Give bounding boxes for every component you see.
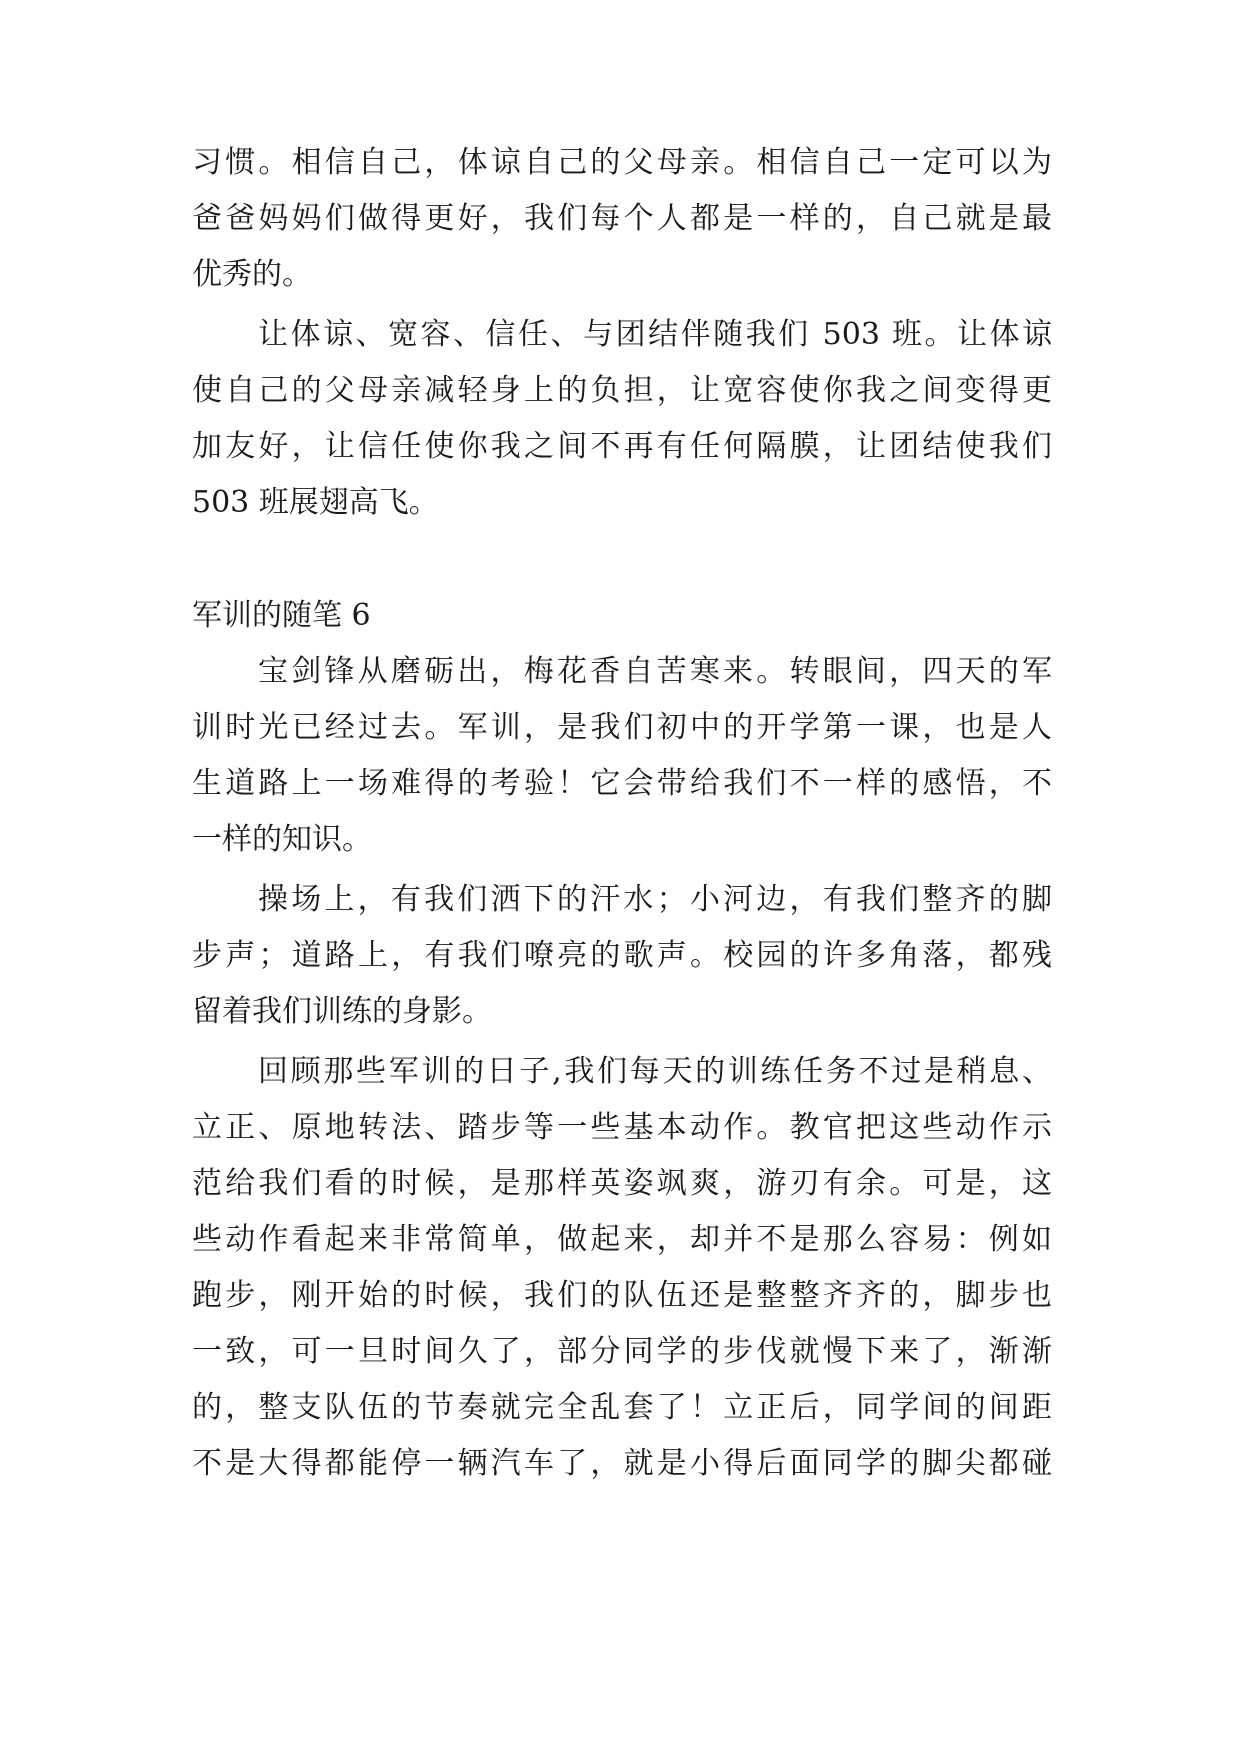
- paragraph-1-line-2: 爸爸妈妈们做得更好，我们每个人都是一样的，自己就是最: [192, 201, 1052, 236]
- paragraph-4-line-3: 留着我们训练的身影。: [192, 994, 492, 1029]
- paragraph-2-line-3: 加友好，让信任使你我之间不再有任何隔膜，让团结使我们: [192, 429, 1052, 464]
- paragraph-5-line-6: 一致，可一旦时间久了，部分同学的步伐就慢下来了，渐渐: [192, 1334, 1052, 1369]
- paragraph-1-line-1: 习惯。相信自己，体谅自己的父母亲。相信自己一定可以为: [192, 145, 1052, 180]
- paragraph-5-line-7: 的，整支队伍的节奏就完全乱套了！立正后，同学间的间距: [192, 1390, 1052, 1425]
- paragraph-2-line-4: 503 班展翅高飞。: [192, 485, 439, 520]
- paragraph-5-line-8: 不是大得都能停一辆汽车了，就是小得后面同学的脚尖都碰: [192, 1446, 1052, 1481]
- paragraph-3-line-2: 训时光已经过去。军训，是我们初中的开学第一课，也是人: [192, 710, 1052, 745]
- paragraph-5-line-5: 跑步，刚开始的时候，我们的队伍还是整整齐齐的，脚步也: [192, 1278, 1052, 1313]
- paragraph-5-line-4: 些动作看起来非常简单，做起来，却并不是那么容易：例如: [192, 1222, 1052, 1257]
- paragraph-4-line-1: 操场上，有我们洒下的汗水；小河边，有我们整齐的脚: [258, 882, 1052, 917]
- paragraph-2-line-2: 使自己的父母亲减轻身上的负担，让宽容使你我之间变得更: [192, 373, 1052, 408]
- paragraph-2-line-1: 让体谅、宽容、信任、与团结伴随我们 503 班。让体谅: [258, 317, 1052, 352]
- paragraph-5-line-2: 立正、原地转法、踏步等一些基本动作。教官把这些动作示: [192, 1110, 1052, 1145]
- paragraph-4-line-2: 步声；道路上，有我们嘹亮的歌声。校园的许多角落，都残: [192, 938, 1052, 973]
- paragraph-3-line-3: 生道路上一场难得的考验！它会带给我们不一样的感悟，不: [192, 766, 1052, 801]
- paragraph-1-line-3: 优秀的。: [192, 257, 312, 292]
- paragraph-3-line-1: 宝剑锋从磨砺出，梅花香自苦寒来。转眼间，四天的军: [258, 654, 1052, 689]
- section-title: 军训的随笔 6: [192, 598, 371, 633]
- paragraph-5-line-3: 范给我们看的时候，是那样英姿飒爽，游刃有余。可是，这: [192, 1166, 1052, 1201]
- paragraph-3-line-4: 一样的知识。: [192, 822, 372, 857]
- paragraph-5-line-1: 回顾那些军训的日子,我们每天的训练任务不过是稍息、: [258, 1054, 1052, 1089]
